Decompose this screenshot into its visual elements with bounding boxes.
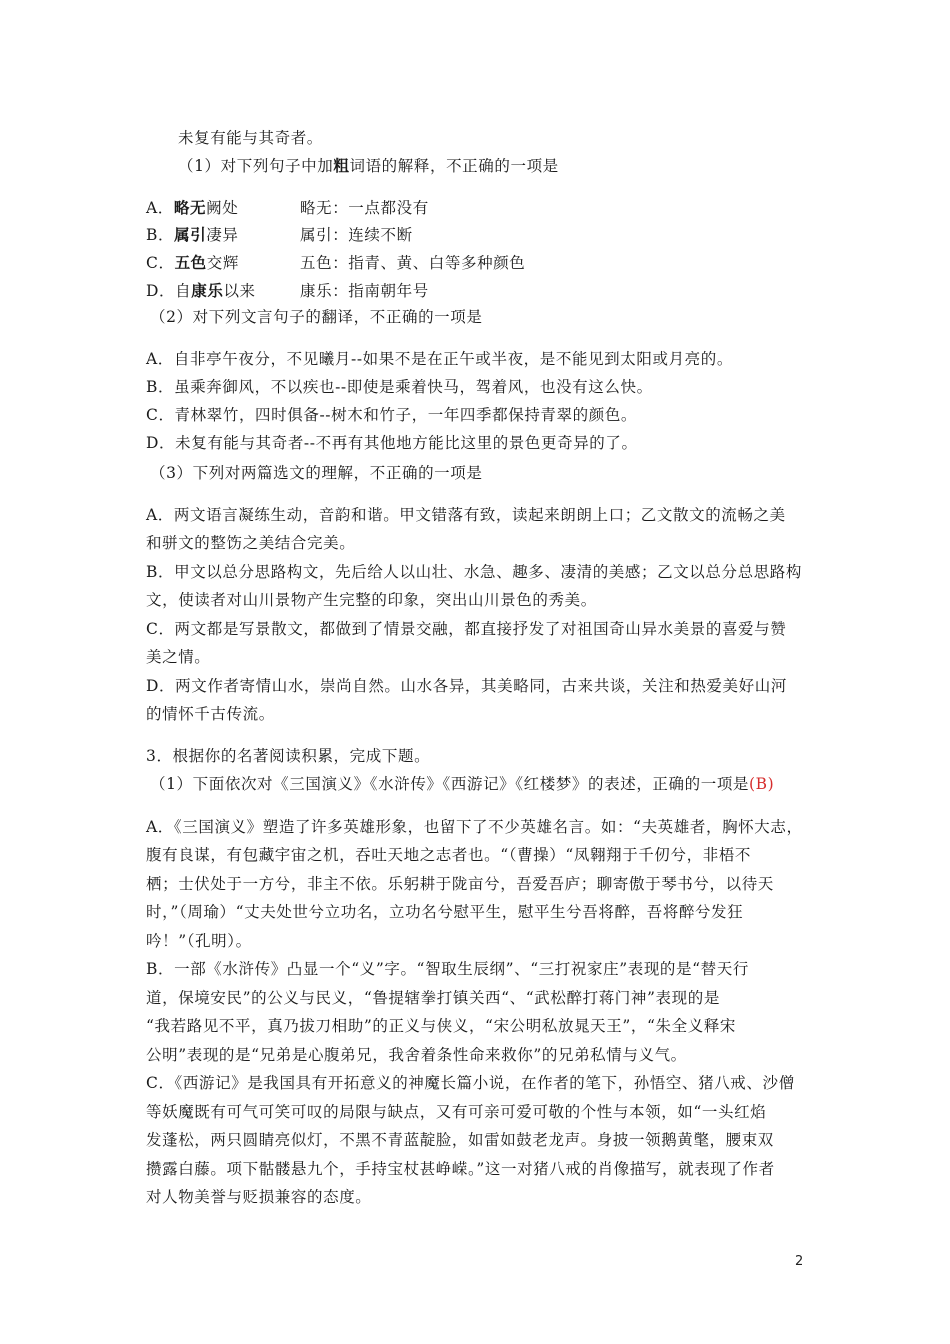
- q2-option-d: D．未复有能与其奇者--不再有其他地方能比这里的景色更奇异的了。: [146, 434, 638, 452]
- q1-option-b-explain: 属引：连续不断: [300, 226, 413, 244]
- q2-option-b: B．虽乘奔御风，不以疾也--即使是乘着快马，驾着风，也没有这么快。: [146, 378, 653, 396]
- q3-option-a-line2: 和骈文的整饬之美结合完美。: [146, 534, 356, 552]
- intro-tail: 未复有能与其奇者。: [178, 129, 323, 147]
- q1-option-a-explain: 略无：一点都没有: [300, 199, 429, 217]
- q3-title: （3）下列对两篇选文的理解，不正确的一项是: [150, 464, 483, 482]
- section-3-title: 3．根据你的名著阅读积累，完成下题。: [146, 747, 431, 765]
- s3-option-c-line3: 发蓬松，两只圆睛亮似灯，不黑不青蓝靛脸，如雷如鼓老龙声。身披一领鹅黄氅，腰束双: [146, 1131, 774, 1149]
- s3-option-c-line2: 等妖魔既有可气可笑可叹的局限与缺点，又有可亲可爱可敬的个性与本领，如“一头红焰: [146, 1103, 767, 1121]
- answer-mark: (B): [749, 775, 775, 793]
- s3-option-a-line2: 腹有良谋，有包藏宇宙之机，吞吐天地之志者也。“（曹操）“凤翱翔于千仞兮，非梧不: [146, 846, 752, 864]
- q1-option-a: A．略无阙处: [146, 199, 239, 217]
- q1-option-d: D．自康乐以来: [146, 282, 256, 300]
- q3-option-c-line1: C．两文都是写景散文，都做到了情景交融，都直接抒发了对祖国奇山异水美景的喜爱与赞: [146, 620, 787, 638]
- page-number: 2: [795, 1254, 804, 1269]
- s3-option-b-line1: B．一部《水浒传》凸显一个“义”字。“智取生辰纲”、“三打祝家庄”表现的是“替天行: [146, 960, 749, 978]
- q1-option-c: C．五色交辉: [146, 254, 239, 272]
- q3-option-a-line1: A．两文语言凝练生动，音韵和谐。甲文错落有致，读起来朗朗上口；乙文散文的流畅之美: [146, 506, 786, 524]
- q3-option-d-line1: D．两文作者寄情山水，崇尚自然。山水各异，其美略同，古来共谈，关注和热爱美好山河: [146, 677, 787, 695]
- s3-option-a-line4: 时，”（周瑜）“丈夫处世兮立功名，立功名兮慰平生，慰平生兮吾将醉，吾将醉兮发狂: [146, 903, 744, 921]
- q3-option-d-line2: 的情怀千古传流。: [146, 705, 275, 723]
- s3-option-a-line1: A．《三国演义》塑造了许多英雄形象，也留下了不少英雄名言。如：“夫英雄者，胸怀大志，: [146, 818, 803, 836]
- s3-option-c-line4: 攒露白藤。项下骷髅悬九个，手持宝杖甚峥嵘。”这一对猪八戒的肖像描写，就表现了作者: [146, 1160, 775, 1178]
- q3-option-b-line2: 文，使读者对山川景物产生完整的印象，突出山川景色的秀美。: [146, 591, 597, 609]
- q1-option-d-explain: 康乐：指南朝年号: [300, 282, 429, 300]
- q1-option-c-explain: 五色：指青、黄、白等多种颜色: [300, 254, 526, 272]
- s3-option-c-line1: C．《西游记》是我国具有开拓意义的神魔长篇小说，在作者的笔下，孙悟空、猪八戒、沙僧: [146, 1074, 795, 1092]
- q1-option-b: B．属引凄异: [146, 226, 239, 244]
- s3-option-a-line5: 吟！”（孔明）。: [146, 932, 252, 950]
- q1-title: （1）对下列句子中加粗词语的解释，不正确的一项是: [178, 157, 559, 175]
- q2-option-c: C．青林翠竹，四时俱备--树木和竹子，一年四季都保持青翠的颜色。: [146, 406, 638, 424]
- s3-option-b-line3: “我若路见不平，真乃拔刀相助”的正义与侠义，“宋公明私放晁天王”，“朱全义释宋: [146, 1017, 737, 1035]
- s3-option-b-line4: 公明”表现的是“兄弟是心腹弟兄，我舍着条性命来救你”的兄弟私情与义气。: [146, 1046, 687, 1064]
- s3-option-b-line2: 道，保境安民”的公义与民义，“鲁提辖拳打镇关西“、“武松醉打蒋门神”表现的是: [146, 989, 720, 1007]
- section-3-sub: （1）下面依次对《三国演义》《水浒传》《西游记》《红楼梦》的表述，正确的一项是(B): [150, 775, 775, 793]
- q3-option-b-line1: B．甲文以总分思路构文，先后给人以山壮、水急、趣多、凄清的美感；乙文以总分总思路构: [146, 563, 802, 581]
- q3-option-c-line2: 美之情。: [146, 648, 211, 666]
- s3-option-a-line3: 栖；士伏处于一方兮，非主不依。乐躬耕于陇亩兮，吾爱吾庐；聊寄傲于琴书兮，以待天: [146, 875, 774, 893]
- s3-option-c-line5: 对人物美誉与贬损兼容的态度。: [146, 1188, 372, 1206]
- q2-title: （2）对下列文言句子的翻译，不正确的一项是: [150, 308, 483, 326]
- q2-option-a: A．自非亭午夜分，不见曦月--如果不是在正午或半夜，是不能见到太阳或月亮的。: [146, 350, 733, 368]
